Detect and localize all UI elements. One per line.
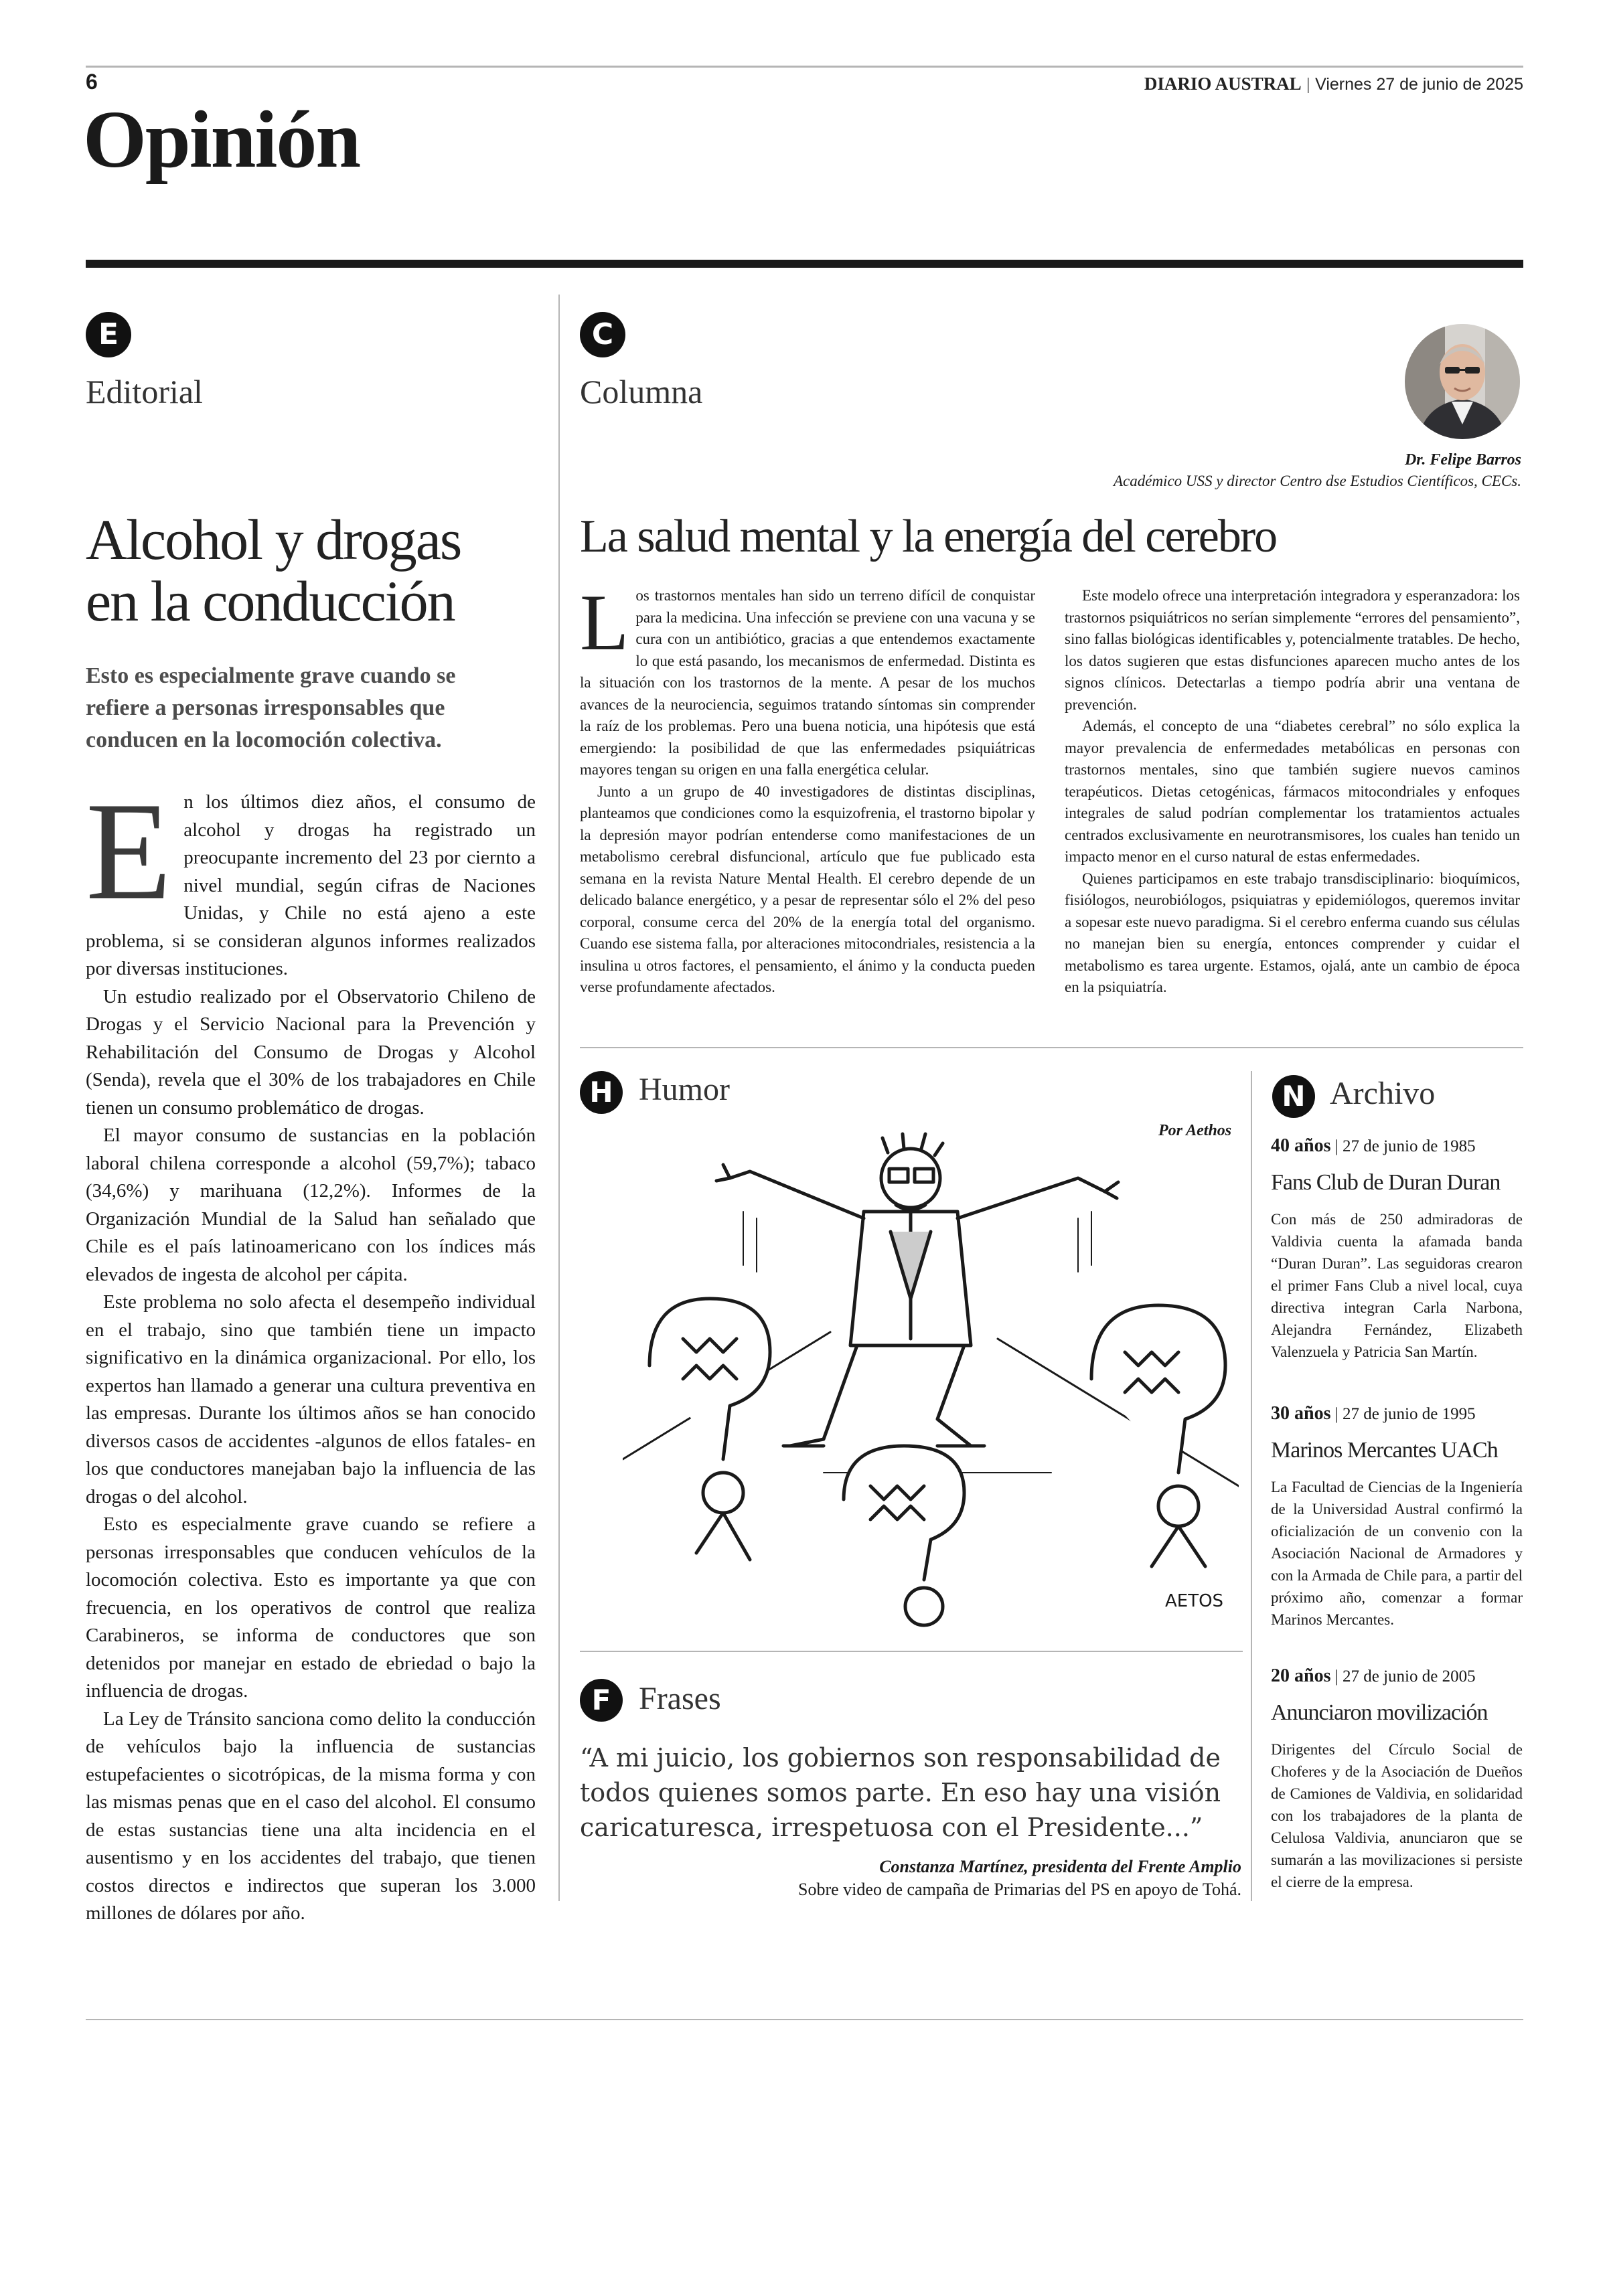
page-number: 6 — [86, 70, 98, 94]
column-divider — [558, 295, 560, 1901]
issue-date: Viernes 27 de junio de 2025 — [1315, 75, 1523, 94]
archivo-item-dateline — [1271, 1664, 1523, 1689]
archivo-separator: | — [1334, 1667, 1343, 1686]
archivo-title: Fans Club de Duran Duran — [1271, 1170, 1501, 1195]
editorial-badge: E — [86, 312, 131, 357]
archivo-title: Anunciaron movilización — [1271, 1700, 1488, 1725]
editorial-headline-line2: en la conducción — [86, 569, 455, 633]
cartoon-drawing — [623, 1098, 1239, 1633]
bottom-rule — [86, 2019, 1523, 2020]
column-paragraph: Quienes participamos en este trabajo transdisciplinario: bioquímicos, fisiólogos, neurobiólogos, psiquiatras y epidemiólogos, queremos invitar a sopesar este nuevo paradigma. Si el cerebro enferma cuando sus células no manejan bien su energía, entonces comprender y cuidar el metabolismo es tarea urgente. Estamos, ojalá, ante un cambio de época en la psiquiatría. — [1065, 870, 1520, 995]
archivo-title: Marinos Mercantes UACh — [1271, 1438, 1498, 1463]
archivo-divider — [1251, 1071, 1252, 1901]
dateline-separator: | — [1306, 75, 1316, 94]
column-label: Columna — [580, 373, 703, 410]
editorial-paragraph: La Ley de Tránsito sanciona como delito la conducción de vehículos bajo la influencia de sustancias estupefacientes o sicotrópicas, de la misma forma y con las mismas penas que en el caso del alcohol. El consumo de estas sustancias tiene una alta incidencia en el ausentismo y en los accidentes del trabajo, que tienen costos directos e indirectos que superan los 3.000 millones de dólares por año. — [86, 1708, 536, 1924]
editorial-body — [86, 774, 536, 1928]
column-headline: La salud mental y la energía del cerebro — [580, 511, 1277, 562]
cartoon-signature: AETOS — [1165, 1591, 1224, 1611]
archivo-item-dateline — [1271, 1402, 1523, 1426]
archivo-item — [1271, 1402, 1523, 1664]
archivo-date: 27 de junio de 2005 — [1342, 1667, 1476, 1686]
column-paragraph: os trastornos mentales han sido un terreno difícil de conquistar para la medicina. Una infección se previene con una vacuna y se cura con un antibiótico, gracias a que entendemos exactamente lo que está pasando, los mecanismos de enfermedad. Distinta es la situación con los trastornos de la mente. A pesar de los muchos avances de la neurociencia, seguimos tratando síntomas sin comprender la raíz de los problemas. Pero una buena noticia, una hipótesis que está emergiendo: la posibilidad de que las enfermedades psiquiátricas mayores tengan su origen en una falla energética celular. — [580, 587, 1035, 778]
archivo-separator: | — [1334, 1405, 1343, 1423]
archivo-text: La Facultad de Ciencias de la Ingeniería de la Universidad Austral confirmó la oficialización de un convenio con la Asociación Nacional de Armadores y con la Armada de Chile para, a partir del próximo año, comenzar a formar Marinos Mercantes. — [1271, 1479, 1523, 1628]
frases-attribution: Constanza Martínez, presidenta del Frente Amplio — [879, 1857, 1241, 1876]
column-bottom-rule — [580, 1047, 1523, 1048]
archivo-label: Archivo — [1330, 1076, 1436, 1111]
archivo-item — [1271, 1134, 1523, 1402]
publication-name: DIARIO AUSTRAL — [1144, 74, 1302, 94]
question-monster-center — [844, 1446, 964, 1625]
editorial-headline — [86, 509, 548, 632]
masthead-dateline — [1144, 74, 1523, 94]
editorial-label: Editorial — [86, 373, 203, 410]
archivo-item — [1271, 1664, 1523, 1893]
archivo-years: 20 años — [1271, 1665, 1331, 1686]
question-monster-left — [649, 1299, 770, 1560]
archivo-item-dateline — [1271, 1134, 1523, 1159]
cartoon-credit: Por Aethos — [1158, 1122, 1232, 1139]
archivo-badge: N — [1272, 1075, 1315, 1118]
author-title: Académico USS y director Centro dse Estudios Científicos, CECs. — [1113, 473, 1521, 489]
humor-bottom-rule — [580, 1651, 1243, 1652]
frases-context: Sobre video de campaña de Primarias del PS en apoyo de Tohá. — [798, 1880, 1241, 1899]
humor-badge: H — [580, 1071, 623, 1114]
section-header-rule — [86, 260, 1523, 268]
archivo-date: 27 de junio de 1995 — [1342, 1405, 1476, 1423]
editorial-paragraph: n los últimos diez años, el consumo de alcohol y drogas ha registrado un preocupante incremento del 23 por ciernto a nivel mundial, según cifras de Naciones Unidas, y Chile no está ajeno a este problema, si se consideran algunos informes realizados por diversas instituciones. — [86, 791, 536, 979]
frases-badge: F — [580, 1679, 623, 1722]
archivo-list — [1271, 1134, 1523, 1893]
humor-label: Humor — [639, 1072, 730, 1107]
editorial-paragraph: Este problema no solo afecta el desempeño individual en el trabajo, sino que también tiene un impacto significativo en la dinámica organizacional. Por ello, los expertos han llamado a generar una cultura preventiva en las empresas. Durante los últimos años se han conocido diversos casos de accidentes -algunos de ellos fatales- en los que conductores manejaban bajo la influencia de las drogas o del alcohol. — [86, 1291, 536, 1507]
frases-quote: “A mi juicio, los gobiernos son responsabilidad de todos quienes somos parte. En eso hay una visión caricaturesca, irrespetuosa con el Presidente...” — [580, 1743, 1221, 1842]
author-name: Dr. Felipe Barros — [1404, 451, 1521, 469]
archivo-years: 40 años — [1271, 1135, 1331, 1156]
editorial-paragraph: Esto es especialmente grave cuando se refiere a personas irresponsables que conducen vehículos de la locomoción colectiva. Esto es importante ya que con frecuencia, en los operativos de control que realiza Carabineros, se informa de conductores que son detenidos por manejar en estado de ebriedad o bajo la influencia de drogas. — [86, 1513, 536, 1702]
archivo-text: Dirigentes del Círculo Social de Choferes y de la Asociación de Dueños de Camiones de Valdivia, en solidaridad con los trabajadores de la planta de Celulosa Valdivia, anunciaron que se sumarán a las movilizaciones si persiste el cierre de la empresa. — [1271, 1741, 1523, 1890]
archivo-text: Con más de 250 admiradoras de Valdivia cuenta la afamada banda “Duran Duran”. Las seguidoras crearon el primer Fans Club a nivel local, cuya directiva integran Carla Narbona, Alejandra Fernández, Elizabeth Valenzuela y Patricia San Martín. — [1271, 1211, 1523, 1360]
archivo-date: 27 de junio de 1985 — [1342, 1137, 1476, 1155]
editorial-drop-cap: E — [86, 774, 172, 929]
frases-label: Frases — [639, 1681, 721, 1716]
editorial-deck: Esto es especialmente grave cuando se refiere a personas irresponsables que conducen en la locomoción colectiva. — [86, 663, 456, 752]
column-paragraph: Además, el concepto de una “diabetes cerebral” no sólo explica la mayor prevalencia de enfermedades metabólicas en personas con trastornos mentales, sino que también sugiere nuevos caminos terapéuticos. Dietas cetogénicas, fármacos mitocondriales y enfoques integrales de salud podrían complementar los tratamientos actuales centrados exclusivamente en neurotransmisores, los cuales han tenido un impacto menor en el curso natural de estas enfermedades. — [1065, 718, 1520, 865]
editorial-paragraph: Un estudio realizado por el Observatorio Chileno de Drogas y el Servicio Nacional para la Prevención y Rehabilitación del Consumo de Drogas y Alcohol (Senda), revela que el 30% de los trabajadores en Chile tienen un consumo problemático de drogas. — [86, 985, 536, 1119]
column-badge: C — [580, 312, 625, 357]
column-body-left — [580, 578, 1035, 999]
author-portrait — [1405, 324, 1520, 439]
archivo-years: 30 años — [1271, 1403, 1331, 1424]
editorial-headline-line1: Alcohol y drogas — [86, 507, 461, 572]
author-photo — [1405, 324, 1520, 439]
archivo-separator: | — [1334, 1137, 1343, 1155]
column-drop-cap: L — [580, 578, 629, 667]
humor-cartoon — [623, 1098, 1239, 1633]
column-body-right — [1065, 585, 1520, 999]
column-paragraph: Junto a un grupo de 40 investigadores de distintas disciplinas, planteamos que condiciones como la esquizofrenia, el trastorno bipolar y la depresión mayor podrían entenderse como manifestaciones de un metabolismo cerebral disfuncional, artículo que fue publicado esta semana en la revista Nature Mental Health. El cerebro depende de un delicado balance energético, y a pesar de representar sólo el 2% del peso corporal, consume cerca del 20% de la energía total del organismo. Cuando ese sistema falla, por alteraciones mitocondriales, resistencia a la insulina u otros factores, el pensamiento, el ánimo y la conducta pueden verse profundamente afectados. — [580, 783, 1035, 995]
editorial-paragraph: El mayor consumo de sustancias en la población laboral chilena corresponde a alcohol (59,7%); tabaco (34,6%) y marihuana (12,2%). Informes de la Organización Mundial de la Salud han señalado que Chile es el país latinoamericano con los índices más elevados de ingesta de alcohol per cápita. — [86, 1125, 536, 1285]
section-title: Opinión — [83, 94, 360, 185]
question-monster-right — [1091, 1305, 1225, 1566]
top-rule — [86, 66, 1523, 68]
column-paragraph: Este modelo ofrece una interpretación integradora y esperanzadora: los trastornos psiquiátricos no serían simplemente “errores del pensamiento”, sino fallas biológicas identificables y, potencialmente tratables. De hecho, los datos sugieren que estas disfunciones aparecen mucho antes de los signos clínicos. Detectarlas a tiempo podría abrir una ventana de prevención. — [1065, 587, 1520, 713]
